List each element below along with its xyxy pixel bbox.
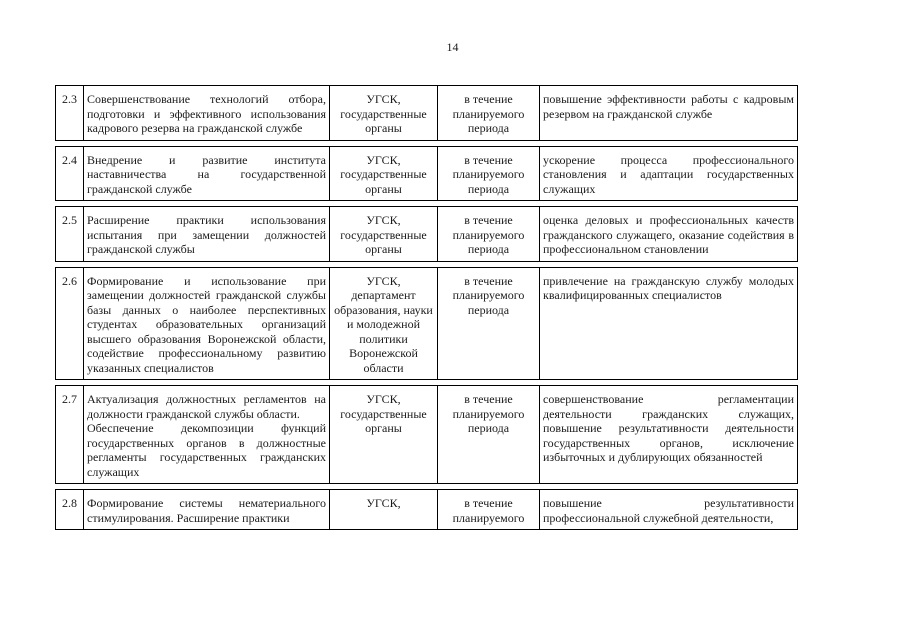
executor-cell: УГСК, департамент образования, науки и молодежной политики Воронежской области: [330, 267, 438, 380]
page-number: 14: [446, 40, 459, 54]
table-row: [56, 207, 798, 262]
result-cell: оценка деловых и профессиональных качеств гражданского служащего, оказание содействия в профессиональном становлении: [540, 207, 798, 262]
activity-text-continued: Обеспечение декомпозиции функций государственных органов в должностные регламенты государственных гражданских служащих: [87, 421, 326, 479]
row-number: 2.5: [56, 207, 84, 262]
term-cell: в течение планируемого периода: [438, 146, 540, 201]
activity-text: Актуализация должностных регламентов на должности гражданской службы области.: [87, 392, 326, 421]
result-cell: привлечение на гражданскую службу молодых квалифицированных специалистов: [540, 267, 798, 380]
activity-cell: Внедрение и развитие института наставничества на государственной гражданской службе: [84, 146, 330, 201]
executor-cell: УГСК,: [330, 490, 438, 530]
row-number: 2.8: [56, 490, 84, 530]
result-cell: повышение эффективности работы с кадровым резервом на гражданской службе: [540, 86, 798, 141]
term-cell: в течение планируемого периода: [438, 386, 540, 484]
term-cell: в течение планируемого периода: [438, 86, 540, 141]
activity-cell: Формирование и использование при замещении должностей гражданской службы базы данных о наиболее перспективных студентах образовательных организаций высшего образования Воронежской области, содействие профессиональному развитию указанных специалистов: [84, 267, 330, 380]
term-cell: в течение планируемого периода: [438, 267, 540, 380]
row-number: 2.6: [56, 267, 84, 380]
table-row: [56, 386, 798, 484]
result-cell: совершенствование регламентации деятельности гражданских служащих, повышение результативности деятельности государственных органов, исключение избыточных и дублирующих обязанностей: [540, 386, 798, 484]
activity-cell: Совершенствование технологий отбора, подготовки и эффективного использования кадрового резерва на гражданской службе: [84, 86, 330, 141]
table-row: [56, 267, 798, 380]
activity-cell: Расширение практики использования испытания при замещении должностей гражданской службы: [84, 207, 330, 262]
table-row: [56, 86, 798, 141]
executor-cell: УГСК, государственные органы: [330, 146, 438, 201]
action-plan-table: [55, 85, 798, 530]
row-number: 2.7: [56, 386, 84, 484]
term-cell: в течение планируемого периода: [438, 207, 540, 262]
row-number: 2.3: [56, 86, 84, 141]
result-cell: повышение результативности профессиональной служебной деятельности,: [540, 490, 798, 530]
table-row: [56, 490, 798, 530]
table-row: [56, 146, 798, 201]
result-cell: ускорение процесса профессионального становления и адаптации государственных служащих: [540, 146, 798, 201]
activity-cell: [84, 386, 330, 484]
row-number: 2.4: [56, 146, 84, 201]
executor-cell: УГСК, государственные органы: [330, 386, 438, 484]
activity-cell: Формирование системы нематериального стимулирования. Расширение практики: [84, 490, 330, 530]
executor-cell: УГСК, государственные органы: [330, 207, 438, 262]
executor-cell: УГСК, государственные органы: [330, 86, 438, 141]
term-cell: в течение планируемого: [438, 490, 540, 530]
